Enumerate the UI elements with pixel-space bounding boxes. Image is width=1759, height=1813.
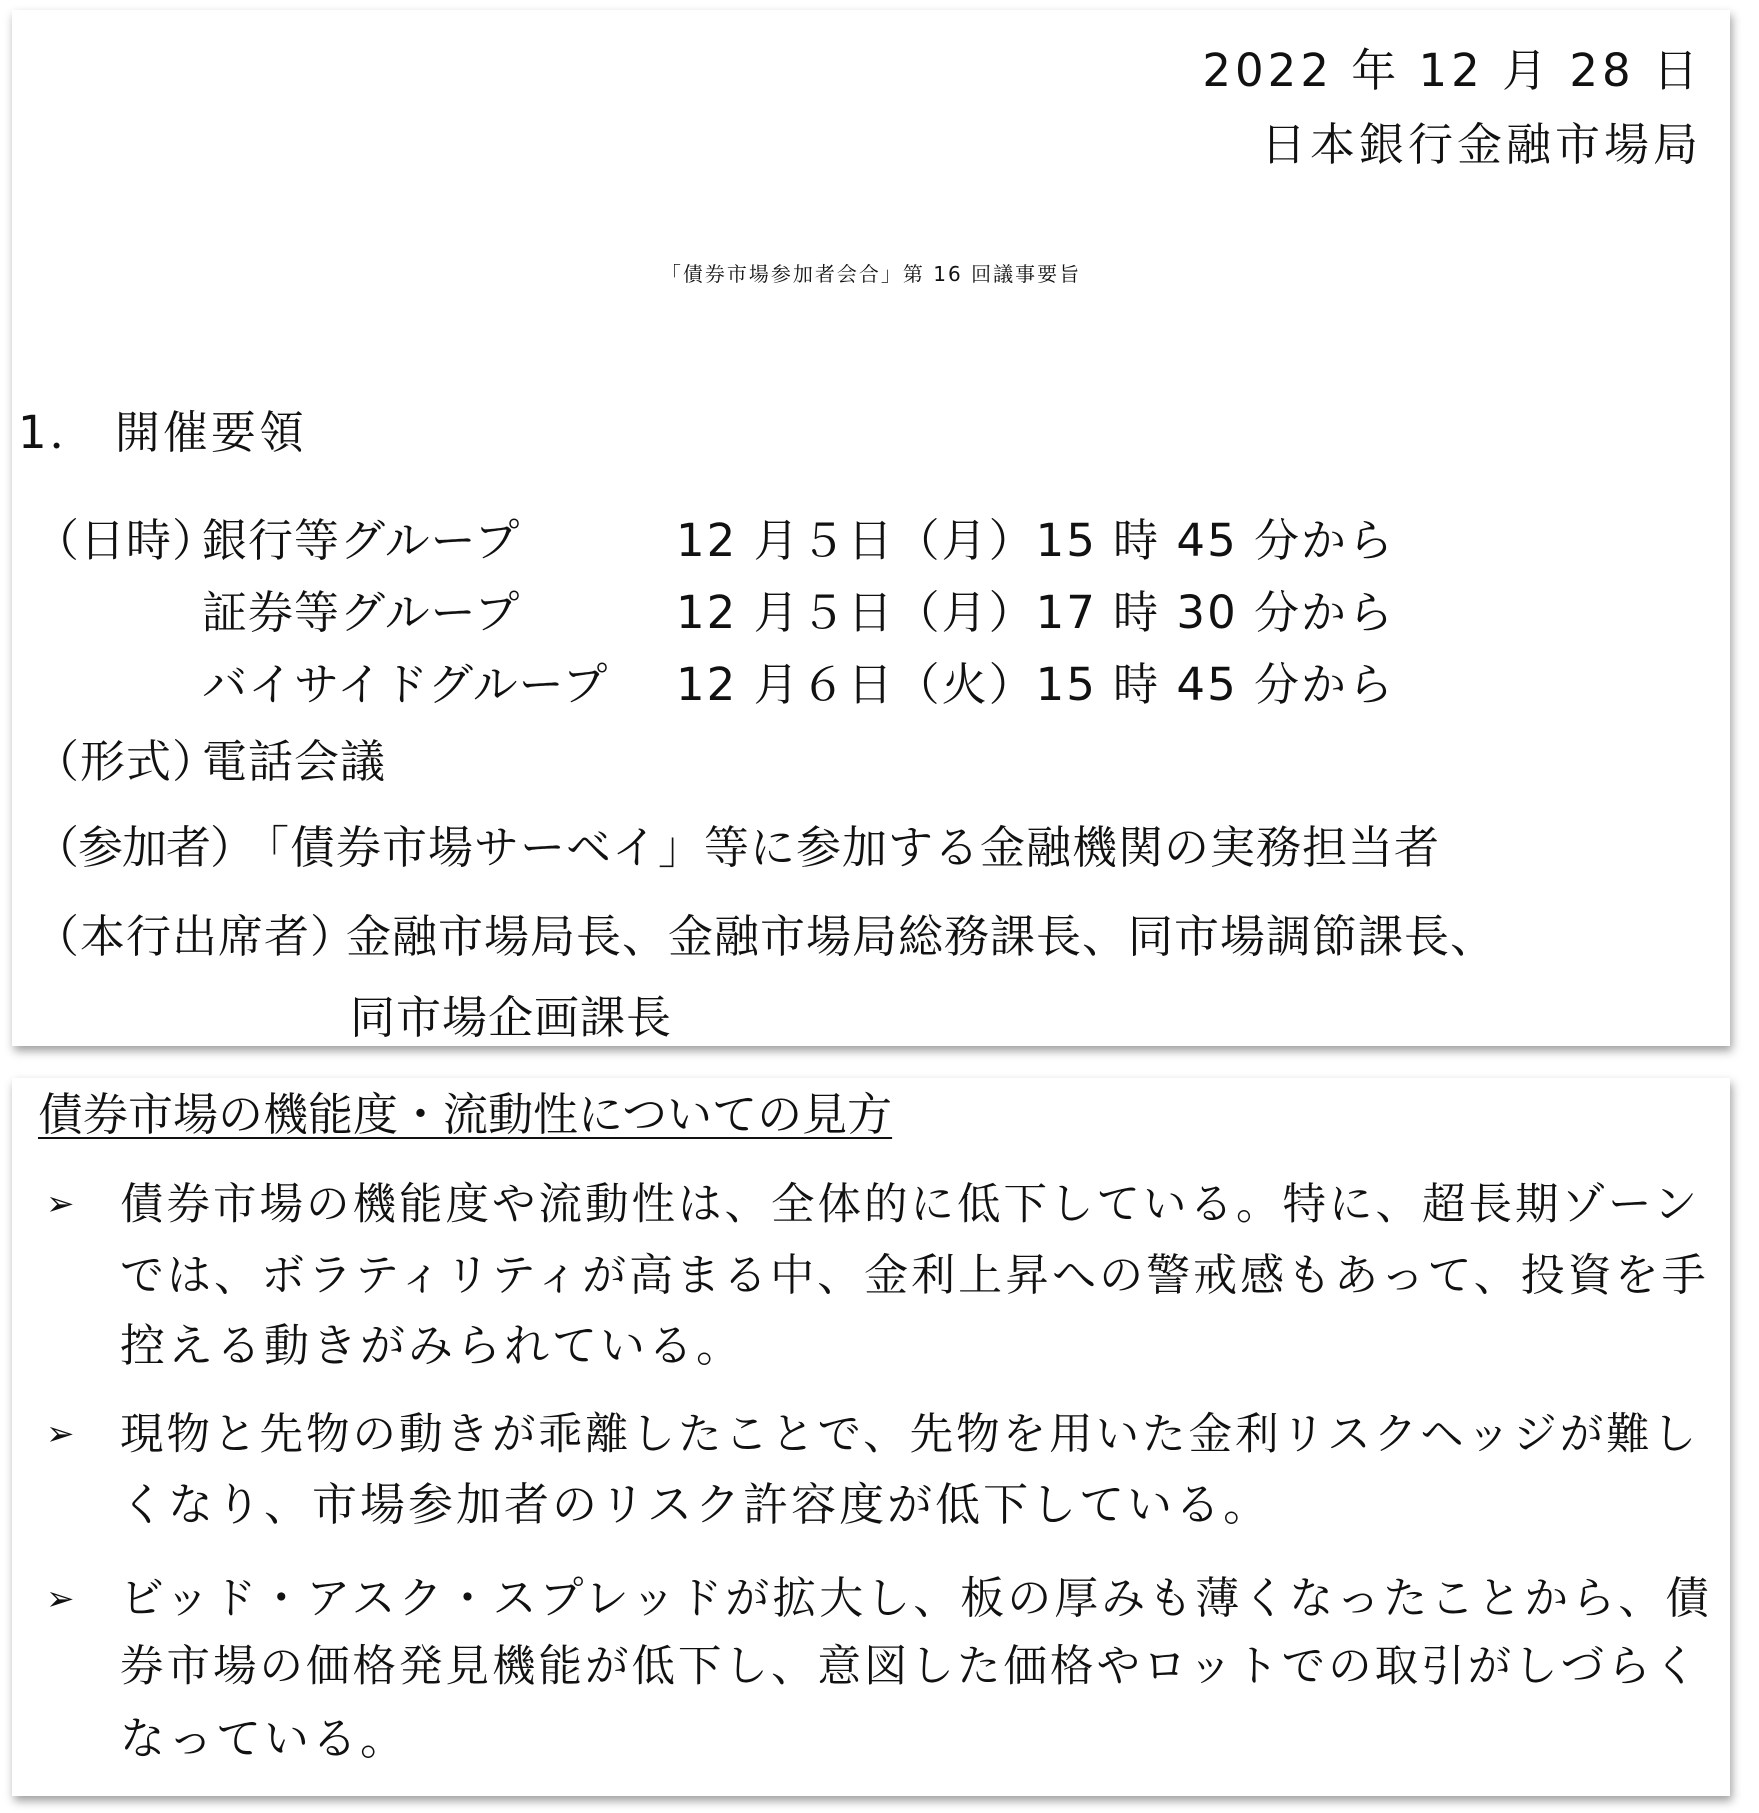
datetime-label: （日時） bbox=[34, 514, 219, 567]
arrow-bullet-icon: ➢ bbox=[46, 1579, 75, 1619]
participants-label: （参加者） bbox=[34, 821, 255, 874]
section-heading-market-function: 債券市場の機能度・流動性についての見方 bbox=[38, 1088, 893, 1141]
document-title: 「債券市場参加者会合」第 16 回議事要旨 bbox=[660, 262, 1082, 286]
section-heading-meeting-outline: 1． 開催要領 bbox=[18, 406, 307, 459]
session-time-buyside: 12 月６日（火）15 時 45 分から bbox=[676, 658, 1395, 711]
issuing-department: 日本銀行金融市場局 bbox=[1260, 118, 1702, 171]
boj-attendees-label: （本行出席者） bbox=[34, 910, 357, 963]
boj-attendees-line-2: 同市場企画課長 bbox=[350, 991, 673, 1044]
bullet-3-line-3: なっている。 bbox=[120, 1712, 409, 1765]
arrow-bullet-icon: ➢ bbox=[46, 1184, 75, 1224]
bullet-2-line-1: 現物と先物の動きが乖離したことで、先物を用いた金利リスクヘッジが難し bbox=[120, 1410, 1700, 1460]
bullet-1-line-1: 債券市場の機能度や流動性は、全体的に低下している。特に、超長期ゾーン bbox=[120, 1180, 1701, 1230]
session-time-securities: 12 月５日（月）17 時 30 分から bbox=[676, 586, 1395, 639]
boj-attendees-line-1: 金融市場局長、金融市場局総務課長、同市場調節課長、 bbox=[346, 910, 1497, 963]
session-time-banks: 12 月５日（月）15 時 45 分から bbox=[676, 514, 1395, 567]
bullet-1-line-3: 控える動きがみられている。 bbox=[120, 1319, 745, 1372]
document-header-panel bbox=[12, 10, 1730, 1046]
market-view-panel bbox=[12, 1078, 1730, 1796]
bullet-3-line-2: 券市場の価格発見機能が低下し、意図した価格やロットでの取引がしづらく bbox=[120, 1642, 1701, 1692]
bullet-3-line-1: ビッド・アスク・スプレッドが拡大し、板の厚みも薄くなったことから、債 bbox=[120, 1573, 1713, 1624]
participants-value: 「債券市場サーベイ」等に参加する金融機関の実務担当者 bbox=[244, 821, 1441, 874]
bullet-2-line-2: くなり、市場参加者のリスク許容度が低下している。 bbox=[120, 1478, 1272, 1531]
bullet-1-line-2: では、ボラティリティが高まる中、金利上昇への警戒感もあって、投資を手 bbox=[120, 1250, 1709, 1301]
session-group-banks: 銀行等グループ bbox=[202, 514, 521, 567]
format-value: 電話会議 bbox=[202, 735, 387, 788]
session-group-buyside: バイサイドグループ bbox=[202, 658, 609, 711]
arrow-bullet-icon: ➢ bbox=[46, 1414, 75, 1454]
session-group-securities: 証券等グループ bbox=[202, 586, 521, 639]
format-label: （形式） bbox=[34, 735, 219, 788]
document-date: 2022 年 12 月 28 日 bbox=[1202, 44, 1702, 97]
